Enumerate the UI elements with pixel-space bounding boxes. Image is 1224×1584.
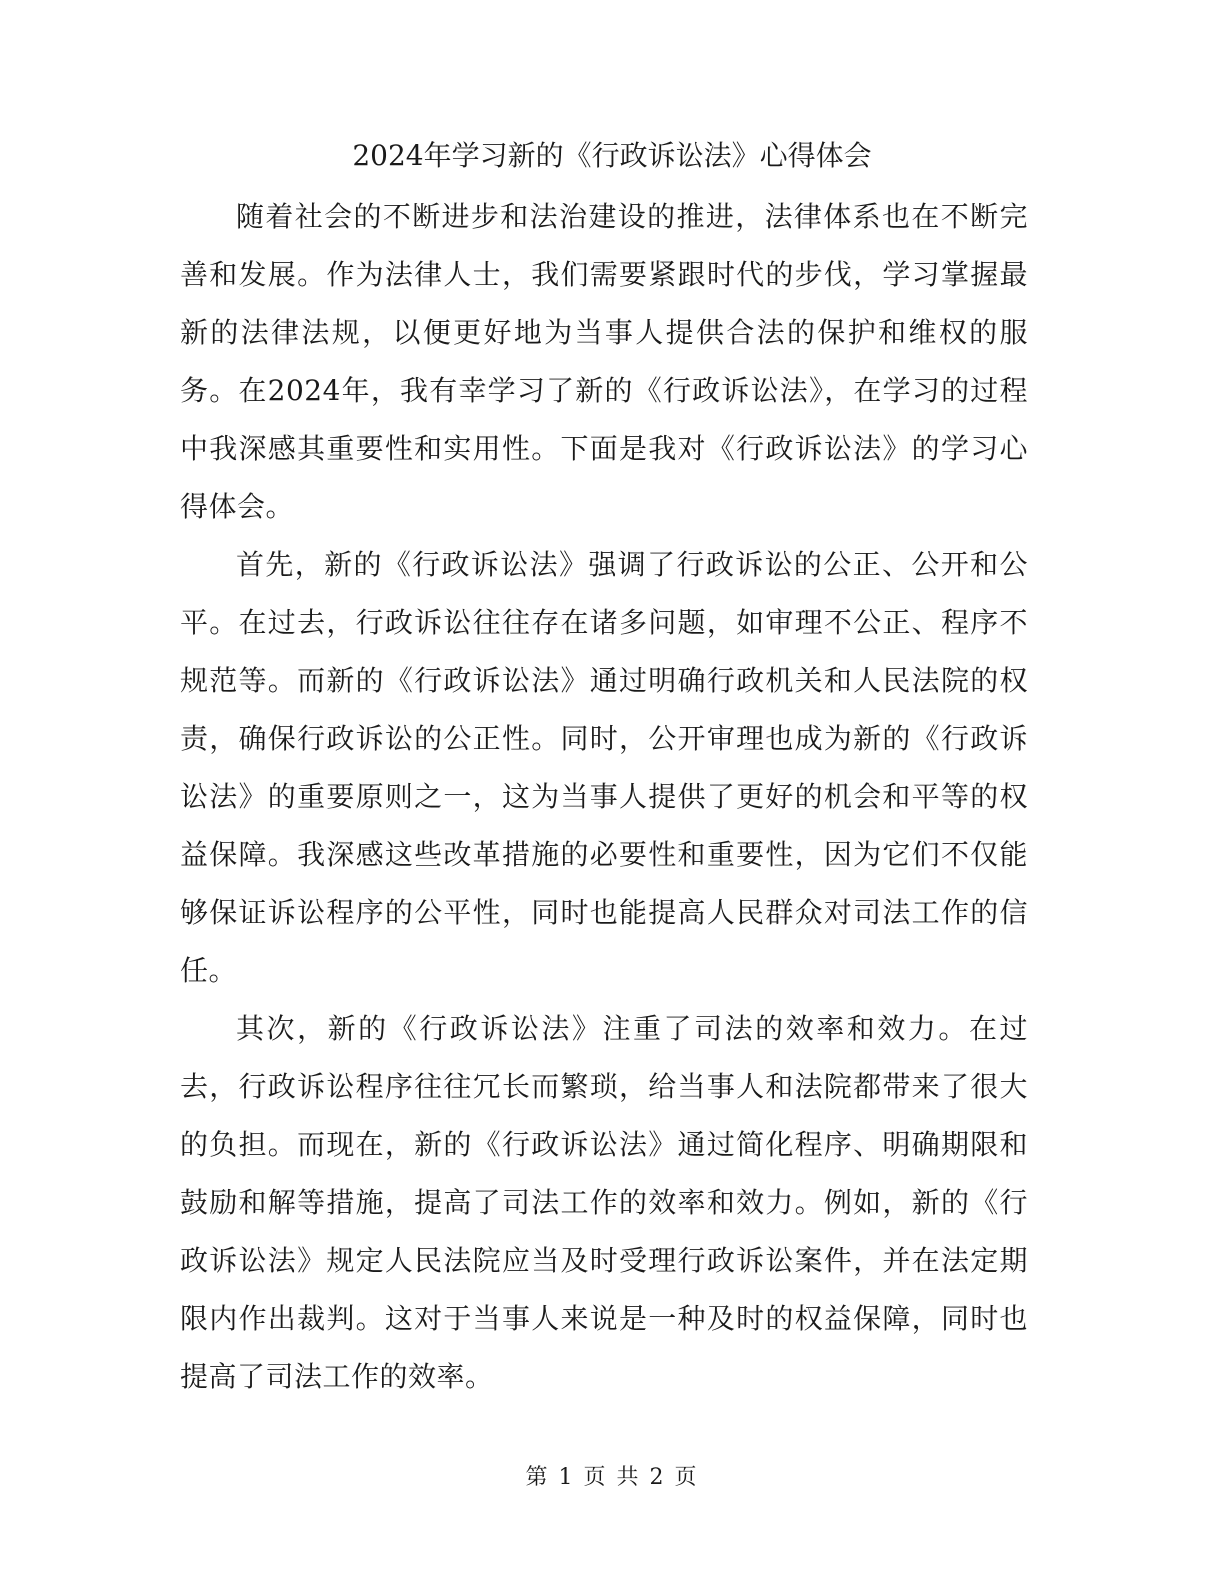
document-title: 2024年学习新的《行政诉讼法》心得体会 [352, 139, 872, 172]
paragraph-3: 其次，新的《行政诉讼法》注重了司法的效率和效力。在过去，行政诉讼程序往往冗长而繁琐，给当事人和法院都带来了很大的负担。而现在，新的《行政诉讼法》通过简化程序、明确期限和鼓励和解等措施，提高了司法工作的效率和效力。例如，新的《行政诉讼法》规定人民法院应当及时受理行政诉讼案件，并在法定期限内作出裁判。这对于当事人来说是一种及时的权益保障，同时也提高了司法工作的效率。 [180, 1012, 1028, 1393]
paragraph-1: 随着社会的不断进步和法治建设的推进，法律体系也在不断完善和发展。作为法律人士，我们需要紧跟时代的步伐，学习掌握最新的法律法规，以便更好地为当事人提供合法的保护和维权的服务。在2024年，我有幸学习了新的《行政诉讼法》，在学习的过程中我深感其重要性和实用性。下面是我对《行政诉讼法》的学习心得体会。 [180, 200, 1028, 523]
page-number-footer: 第 1 页 共 2 页 [525, 1465, 699, 1490]
document-body [180, 188, 1028, 1406]
paragraph-2: 首先，新的《行政诉讼法》强调了行政诉讼的公正、公开和公平。在过去，行政诉讼往往存在诸多问题，如审理不公正、程序不规范等。而新的《行政诉讼法》通过明确行政机关和人民法院的权责，确保行政诉讼的公正性。同时，公开审理也成为新的《行政诉讼法》的重要原则之一，这为当事人提供了更好的机会和平等的权益保障。我深感这些改革措施的必要性和重要性，因为它们不仅能够保证诉讼程序的公平性，同时也能提高人民群众对司法工作的信任。 [180, 548, 1028, 987]
